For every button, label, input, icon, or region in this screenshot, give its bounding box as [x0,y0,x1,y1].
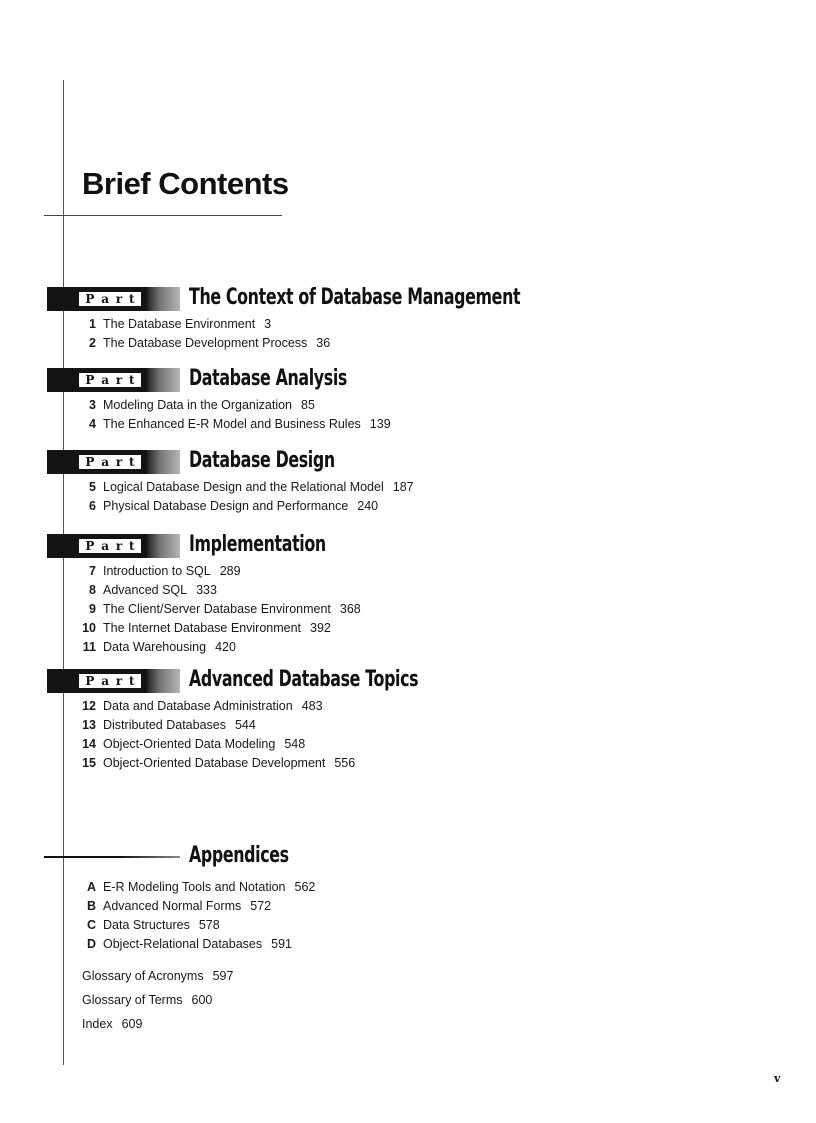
toc-entry[interactable]: 15 Object-Oriented Database Development 556 [82,756,356,770]
part-label-box: P a r t [78,673,142,689]
part-4 [0,531,600,657]
toc-entry[interactable]: A E-R Modeling Tools and Notation 562 [86,880,316,894]
part-label-box: P a r t [78,372,142,388]
toc-entry[interactable]: 13 Distributed Databases 544 [82,718,256,732]
appendices-section [0,842,600,954]
toc-entry[interactable]: 1 The Database Environment 3 [89,317,272,331]
toc-entry[interactable]: 4 The Enhanced E-R Model and Business Rules 139 [89,417,391,431]
toc-entry[interactable]: 9 The Client/Server Database Environment 368 [89,602,361,616]
toc-entry[interactable]: 14 Object-Oriented Data Modeling 548 [82,737,306,751]
toc-entry[interactable]: 6 Physical Database Design and Performance 240 [89,499,379,513]
part-title[interactable]: The Context of Database Management [189,285,521,310]
toc-entry[interactable]: C Data Structures 578 [86,918,220,932]
toc-entry[interactable]: D Object-Relational Databases 591 [86,937,292,951]
appendices-title[interactable]: Appendices [189,843,289,868]
back-matter-entry[interactable]: Index 609 [82,1017,143,1031]
toc-entry[interactable]: 8 Advanced SQL 333 [89,583,217,597]
part-label-box: P a r t [78,538,142,554]
part-title[interactable]: Database Analysis [189,366,347,391]
page-title: Brief Contents [82,166,289,201]
back-matter-entry[interactable]: Glossary of Terms 600 [82,993,213,1007]
toc-entry[interactable]: 12 Data and Database Administration 483 [82,699,323,713]
toc-entry[interactable]: B Advanced Normal Forms 572 [86,899,272,913]
toc-entry[interactable]: 5 Logical Database Design and the Relational Model 187 [89,480,414,494]
part-title[interactable]: Advanced Database Topics [189,667,419,692]
toc-entry[interactable]: 3 Modeling Data in the Organization 85 [89,398,315,412]
part-1 [0,284,600,353]
part-3 [0,447,600,516]
appendices-header [0,842,600,872]
toc-entry[interactable]: 7 Introduction to SQL 289 [89,564,241,578]
part-title[interactable]: Implementation [189,532,326,557]
part-header [0,447,600,477]
title-underline [44,215,282,216]
back-matter-entry[interactable]: Glossary of Acronyms 597 [82,969,234,983]
toc-entry[interactable]: 10 The Internet Database Environment 392 [82,621,331,635]
part-header [0,365,600,395]
part-header [0,284,600,314]
page-number: v [774,1072,781,1085]
part-2 [0,365,600,434]
part-label-box: P a r t [78,291,142,307]
part-title[interactable]: Database Design [189,448,335,473]
toc-entry[interactable]: 11 Data Warehousing 420 [82,640,236,654]
part-label-box: P a r t [78,454,142,470]
part-header [0,531,600,561]
toc-entry[interactable]: 2 The Database Development Process 36 [89,336,331,350]
part-header [0,666,600,696]
part-5 [0,666,600,773]
